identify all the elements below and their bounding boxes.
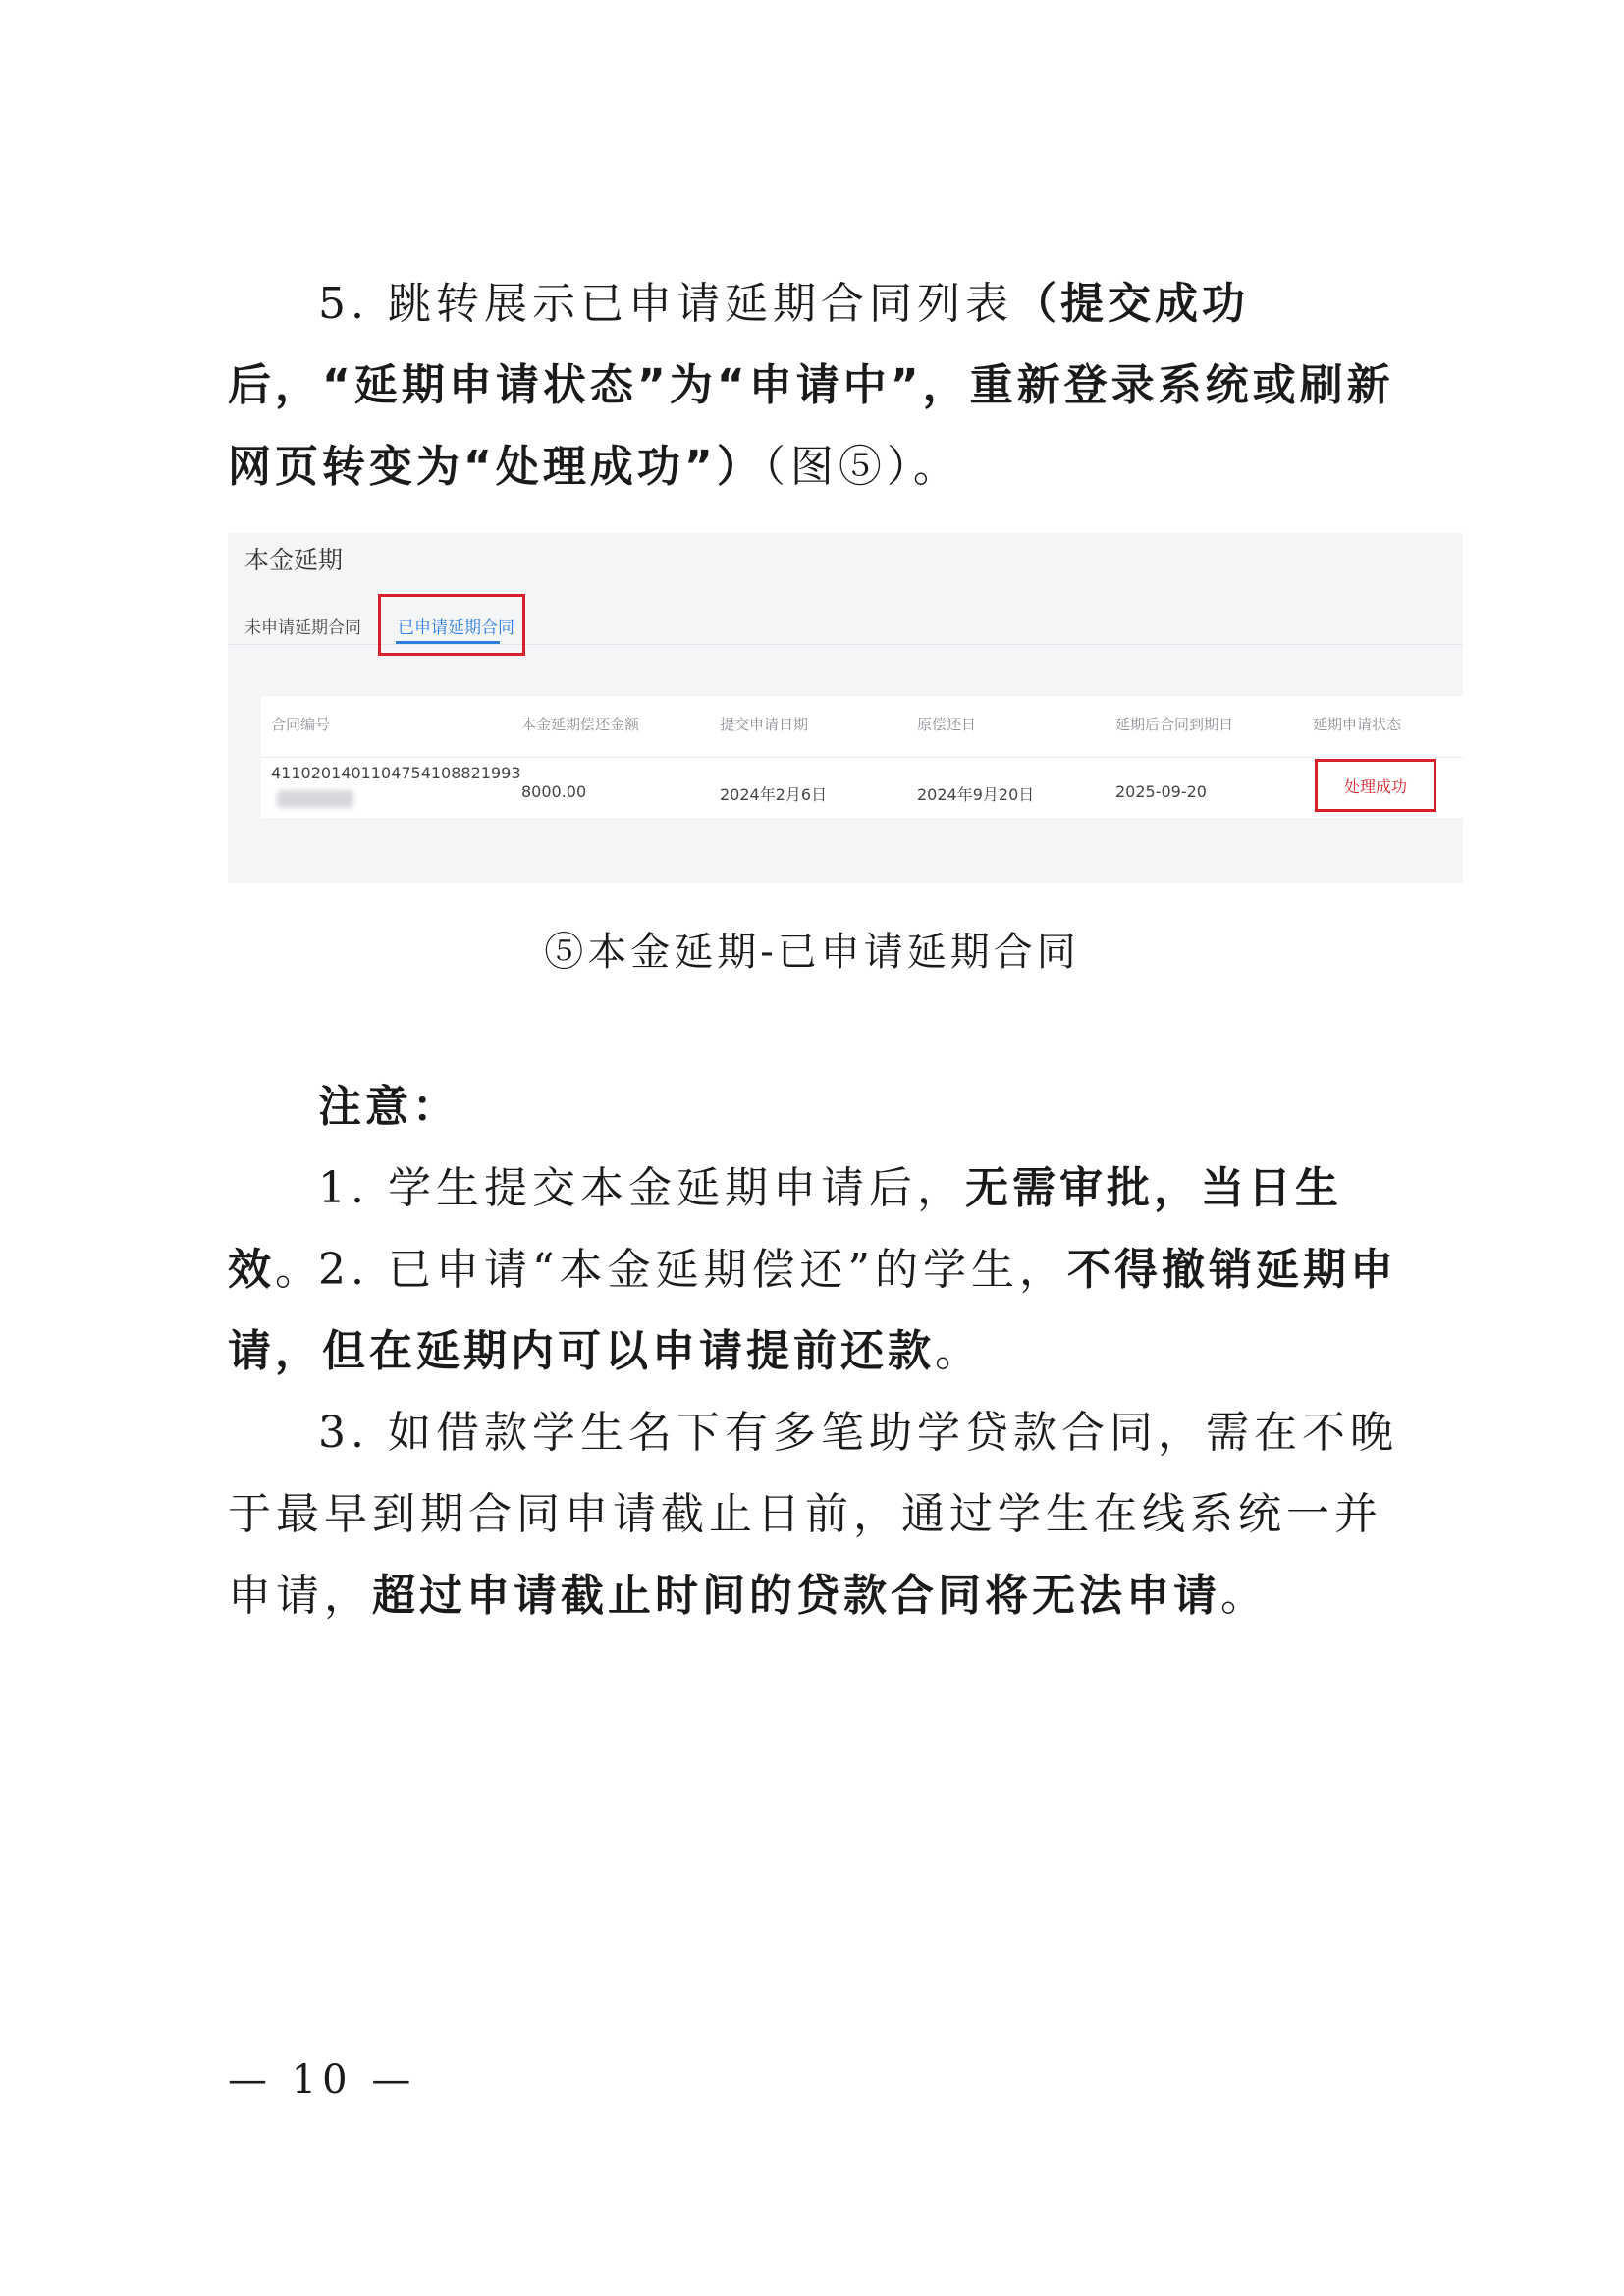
column-header-contract-no: 合同编号 [271,716,331,733]
column-header-status: 延期申请状态 [1313,716,1402,733]
note-2-bold: 不得撤销延期申请，但在延期内可以申请提前还款 [228,1245,1397,1376]
cell-new-due: 2025-09-20 [1115,782,1207,801]
cell-submit-date: 2024年2月6日 [720,785,828,804]
column-header-new-due: 延期后合同到期日 [1115,716,1234,733]
note-3-text: 3. 如借款学生名下有多笔助学贷款合同，需在不晚于最早到期合同申请截止日前，通过学生在线系统一并申请， [228,1408,1398,1621]
highlight-box-status [1315,759,1436,812]
note-2-text: 2. 已申请“本金延期偿还”的学生， [318,1245,1067,1295]
note-3-tail: 。 [1220,1571,1269,1621]
tab-applied-contracts[interactable]: 已申请延期合同 [398,618,514,638]
section-5-paragraph [228,263,1416,507]
section-5-text: 5. 跳转展示已申请延期合同列表 [318,279,1013,329]
cell-original-due: 2024年9月20日 [917,785,1035,804]
note-2-tail: 。 [935,1326,983,1376]
contracts-table [261,696,1463,818]
blurred-name [277,790,353,808]
note-3-bold: 超过申请截止时间的贷款合同将无法申请 [372,1571,1220,1621]
column-header-original-due: 原偿还日 [917,716,977,733]
section-5-figure-ref: （图⑤）。 [763,442,961,492]
column-header-submit-date: 提交申请日期 [720,716,809,733]
tab-unapplied-contracts[interactable]: 未申请延期合同 [244,618,361,638]
highlight-box-tab [378,594,525,656]
figure-screenshot [228,533,1463,883]
note-1-text: 1. 学生提交本金延期申请后， [318,1163,965,1213]
cell-contract-no: 41102014011047541088219​93 [271,764,521,782]
cell-amount: 8000.00 [521,782,587,801]
note-item-3 [228,1392,1416,1636]
notes-heading-line [228,1066,1416,1148]
note-1-bold: 无需审批，当日生效 [228,1163,1342,1295]
note-1-tail: 。 [275,1245,323,1295]
figure-caption: ⑤本金延期-已申请延期合同 [544,930,1080,975]
notes-heading: 注意： [318,1082,460,1132]
header-divider [261,757,1463,758]
figure-page-title: 本金延期 [244,546,344,574]
cell-status: 处理成功 [1343,777,1407,796]
column-header-amount: 本金延期偿还金额 [521,716,640,733]
page-number: — 10 — [228,2057,417,2103]
note-item-2 [228,1229,1416,1392]
section-5-bold-text: （提交成功后，“延期申请状态”为“申请中”，重新登录系统或刷新网页转变为“处理成功”） [228,279,1394,492]
